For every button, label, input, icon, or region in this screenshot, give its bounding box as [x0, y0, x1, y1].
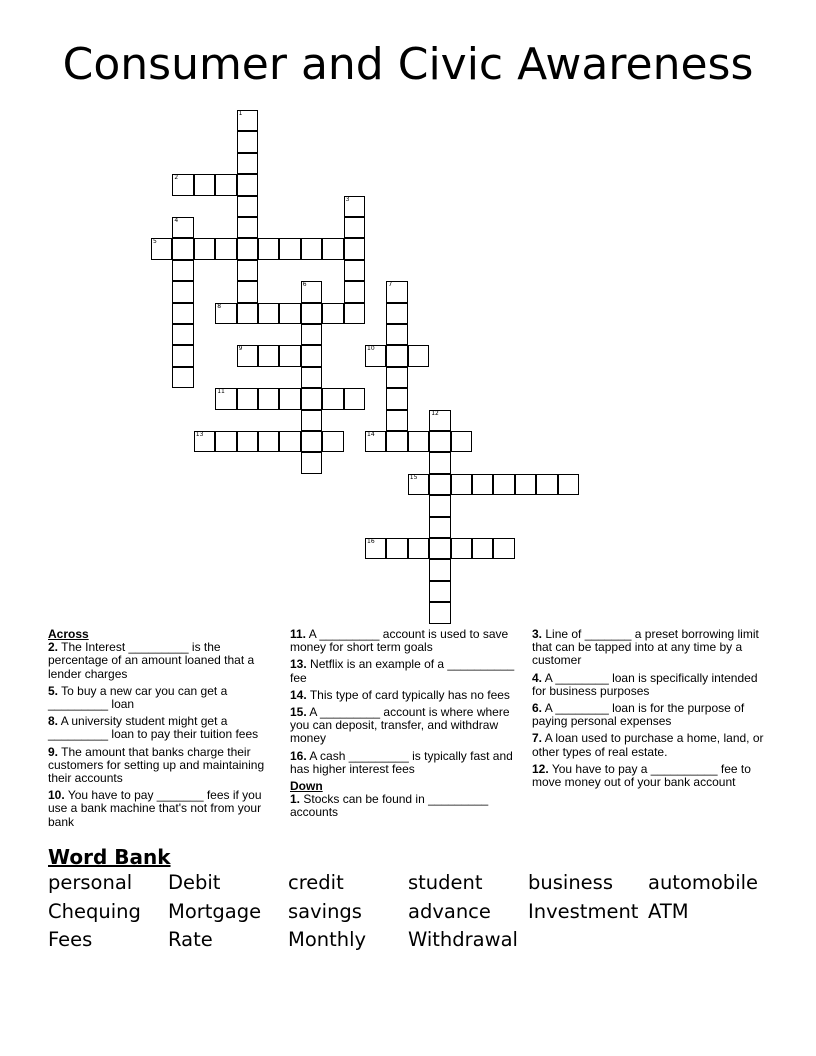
- grid-cell[interactable]: [301, 388, 322, 409]
- grid-cell[interactable]: [237, 281, 258, 302]
- grid-cell[interactable]: [172, 345, 193, 366]
- grid-cell[interactable]: [279, 345, 300, 366]
- grid-cell[interactable]: [408, 474, 429, 495]
- clue-across-16: 16. A cash _________ is typically fast and has higher interest fees: [290, 748, 513, 776]
- grid-cell[interactable]: [237, 388, 258, 409]
- grid-cell[interactable]: [386, 303, 407, 324]
- word-bank-item: ATM: [648, 899, 689, 923]
- clue-across-5: 5. To buy a new car you can get a _________ loan: [48, 683, 228, 712]
- clue-number: 7: [388, 281, 393, 289]
- clue-number: 4: [174, 217, 179, 224]
- clues-column-2: [290, 628, 525, 824]
- grid-cell[interactable]: [386, 431, 407, 452]
- clue-number: 16: [367, 538, 375, 545]
- grid-cell[interactable]: [429, 452, 450, 473]
- clue-number: 9: [238, 345, 243, 353]
- clue-number: 11: [217, 388, 225, 396]
- clue-down-12: 12. You have to pay a __________ fee to move money out of your bank account: [532, 761, 751, 790]
- clue-across-11: 11. A _________ account is used to save money for short term goals: [290, 627, 509, 655]
- clue-across-13: 13. Netflix is an example of a __________ fee: [290, 657, 515, 685]
- clue-across-9: 9. The amount that banks charge their customers for setting up and maintaining their accounts: [48, 744, 265, 786]
- grid-cell[interactable]: [322, 388, 343, 409]
- clue-down-1: 1. Stocks can be found in _________ accounts: [290, 792, 489, 820]
- grid-cell[interactable]: [429, 538, 450, 559]
- clue-number: 12: [431, 409, 439, 417]
- across-heading: Across: [48, 627, 89, 641]
- grid-cell[interactable]: [344, 238, 365, 259]
- grid-cell[interactable]: [215, 174, 236, 195]
- grid-cell[interactable]: [322, 303, 343, 324]
- grid-cell[interactable]: [429, 581, 450, 602]
- grid-cell[interactable]: [408, 345, 429, 366]
- grid-cell[interactable]: [172, 217, 193, 238]
- grid-cell[interactable]: [472, 538, 493, 559]
- grid-cell[interactable]: [215, 431, 236, 452]
- clue-number: 3: [345, 195, 350, 203]
- grid-cell[interactable]: [365, 538, 386, 559]
- down-heading: Down: [290, 779, 323, 794]
- grid-cell[interactable]: [301, 367, 322, 388]
- word-bank-item: Monthly: [288, 928, 367, 951]
- clue-across-10: 10. You have to pay _______ fees if you use a bank machine that's not from your bank: [48, 788, 262, 829]
- grid-cell[interactable]: [301, 238, 322, 259]
- grid-cell[interactable]: [408, 431, 429, 452]
- grid-cell[interactable]: [194, 174, 215, 195]
- grid-cell[interactable]: [237, 303, 258, 324]
- grid-cell[interactable]: [194, 238, 215, 259]
- grid-cell[interactable]: [237, 131, 258, 152]
- clue-number: 13: [195, 431, 204, 438]
- grid-cell[interactable]: [172, 174, 193, 195]
- clue-number: 15: [409, 473, 418, 481]
- grid-cell[interactable]: [344, 388, 365, 409]
- word-bank-item: Mortgage: [168, 899, 262, 923]
- grid-cell[interactable]: [258, 431, 279, 452]
- grid-cell[interactable]: [344, 196, 365, 217]
- clue-across-2: 2. The Interest _________ is the percentage of an amount loaned that a lender charges: [48, 640, 255, 681]
- grid-cell[interactable]: [344, 281, 365, 302]
- grid-cell[interactable]: [279, 388, 300, 409]
- grid-cell[interactable]: [172, 238, 193, 259]
- clue-number: 2: [174, 174, 179, 182]
- grid-cell[interactable]: [344, 217, 365, 238]
- page-title: Consumer and Civic Awareness: [62, 39, 754, 90]
- grid-cell[interactable]: [536, 474, 557, 495]
- grid-cell[interactable]: [451, 474, 472, 495]
- clues-column-3: [532, 628, 767, 793]
- grid-cell[interactable]: [279, 303, 300, 324]
- grid-cell[interactable]: [429, 495, 450, 516]
- clue-across-14: 14. This type of card typically has no fees: [290, 687, 510, 702]
- grid-cell[interactable]: [344, 303, 365, 324]
- grid-cell[interactable]: [279, 238, 300, 259]
- clue-down-6: 6. A ________ loan is for the purpose of paying personal expenses: [532, 701, 745, 729]
- grid-cell[interactable]: [258, 388, 279, 409]
- clue-across-8: 8. A university student might get a _________ loan to pay their tuition fees: [48, 714, 259, 742]
- clue-down-4: 4. A ________ loan is specifically intended for business purposes: [532, 670, 758, 698]
- grid-cell[interactable]: [386, 345, 407, 366]
- grid-cell[interactable]: [301, 410, 322, 431]
- grid-cell[interactable]: [472, 474, 493, 495]
- clue-number: 1: [238, 110, 243, 117]
- grid-cell[interactable]: [151, 238, 172, 259]
- grid-cell[interactable]: [386, 324, 407, 345]
- grid-cell[interactable]: [429, 602, 450, 623]
- grid-cell[interactable]: [515, 474, 536, 495]
- clue-number: 8: [217, 302, 222, 310]
- grid-cell[interactable]: [429, 517, 450, 538]
- grid-cell[interactable]: [215, 238, 236, 259]
- word-bank-item: Investment: [528, 899, 639, 923]
- grid-cell[interactable]: [429, 410, 450, 431]
- grid-cell[interactable]: [194, 431, 215, 452]
- grid-cell[interactable]: [301, 281, 322, 302]
- grid-cell[interactable]: [451, 431, 472, 452]
- grid-cell[interactable]: [172, 367, 193, 388]
- grid-cell[interactable]: [237, 345, 258, 366]
- grid-cell[interactable]: [322, 431, 343, 452]
- grid-cell[interactable]: [172, 281, 193, 302]
- word-bank-title: Word Bank: [48, 845, 171, 869]
- word-bank-item: Fees: [48, 928, 93, 951]
- grid-cell[interactable]: [279, 431, 300, 452]
- word-bank-item: Chequing: [48, 899, 141, 923]
- clue-across-15: 15. A _________ account is where where you can deposit, transfer, and withdraw money: [290, 705, 510, 746]
- grid-cell[interactable]: [301, 452, 322, 473]
- grid-cell[interactable]: [172, 324, 193, 345]
- word-bank-item: business: [528, 871, 613, 894]
- grid-cell[interactable]: [172, 303, 193, 324]
- clue-number: 5: [153, 238, 157, 246]
- grid-cell[interactable]: [237, 431, 258, 452]
- grid-cell[interactable]: [408, 538, 429, 559]
- clue-down-7: 7. A loan used to purchase a home, land, or other types of real estate.: [532, 731, 764, 759]
- word-bank-item: savings: [288, 899, 362, 923]
- grid-cell[interactable]: [301, 431, 322, 452]
- clue-number: 10: [367, 345, 375, 353]
- grid-cell[interactable]: [365, 345, 386, 366]
- grid-cell[interactable]: [493, 474, 514, 495]
- word-bank-item: automobile: [648, 871, 759, 894]
- word-bank-item: credit: [288, 871, 344, 894]
- grid-cell[interactable]: [386, 410, 407, 431]
- grid-cell[interactable]: [451, 538, 472, 559]
- grid-cell[interactable]: [215, 388, 236, 409]
- grid-cell[interactable]: [237, 238, 258, 259]
- grid-cell[interactable]: [429, 474, 450, 495]
- word-bank-item: Rate: [168, 928, 213, 951]
- word-bank-item: personal: [48, 871, 133, 894]
- grid-cell[interactable]: [365, 431, 386, 452]
- grid-cell[interactable]: [237, 153, 258, 174]
- grid-cell[interactable]: [237, 174, 258, 195]
- grid-cell[interactable]: [386, 367, 407, 388]
- grid-cell[interactable]: [301, 303, 322, 324]
- clues-column-1: [48, 628, 283, 833]
- grid-cell[interactable]: [344, 260, 365, 281]
- grid-cell[interactable]: [258, 238, 279, 259]
- grid-cell[interactable]: [172, 260, 193, 281]
- grid-cell[interactable]: [386, 388, 407, 409]
- grid-cell[interactable]: [429, 559, 450, 580]
- grid-cell[interactable]: [237, 196, 258, 217]
- grid-cell[interactable]: [258, 303, 279, 324]
- grid-cell[interactable]: [215, 303, 236, 324]
- grid-cell[interactable]: [301, 324, 322, 345]
- grid-cell[interactable]: [493, 538, 514, 559]
- clue-number: 14: [367, 431, 375, 438]
- word-bank-item: Debit: [168, 871, 221, 894]
- word-bank-item: advance: [408, 899, 491, 923]
- word-bank-item: student: [408, 871, 483, 894]
- grid-cell[interactable]: [322, 238, 343, 259]
- grid-cell[interactable]: [558, 474, 579, 495]
- grid-cell[interactable]: [386, 281, 407, 302]
- word-bank-item: Withdrawal: [408, 928, 518, 951]
- clue-number: 6: [302, 281, 307, 289]
- grid-cell[interactable]: [429, 431, 450, 452]
- grid-cell[interactable]: [237, 217, 258, 238]
- grid-cell[interactable]: [237, 260, 258, 281]
- clue-down-3: 3. Line of _______ a preset borrowing limit that can be tapped into at any time by a customer: [532, 627, 759, 668]
- grid-cell[interactable]: [237, 110, 258, 131]
- grid-cell[interactable]: [301, 345, 322, 366]
- grid-cell[interactable]: [386, 538, 407, 559]
- grid-cell[interactable]: [258, 345, 279, 366]
